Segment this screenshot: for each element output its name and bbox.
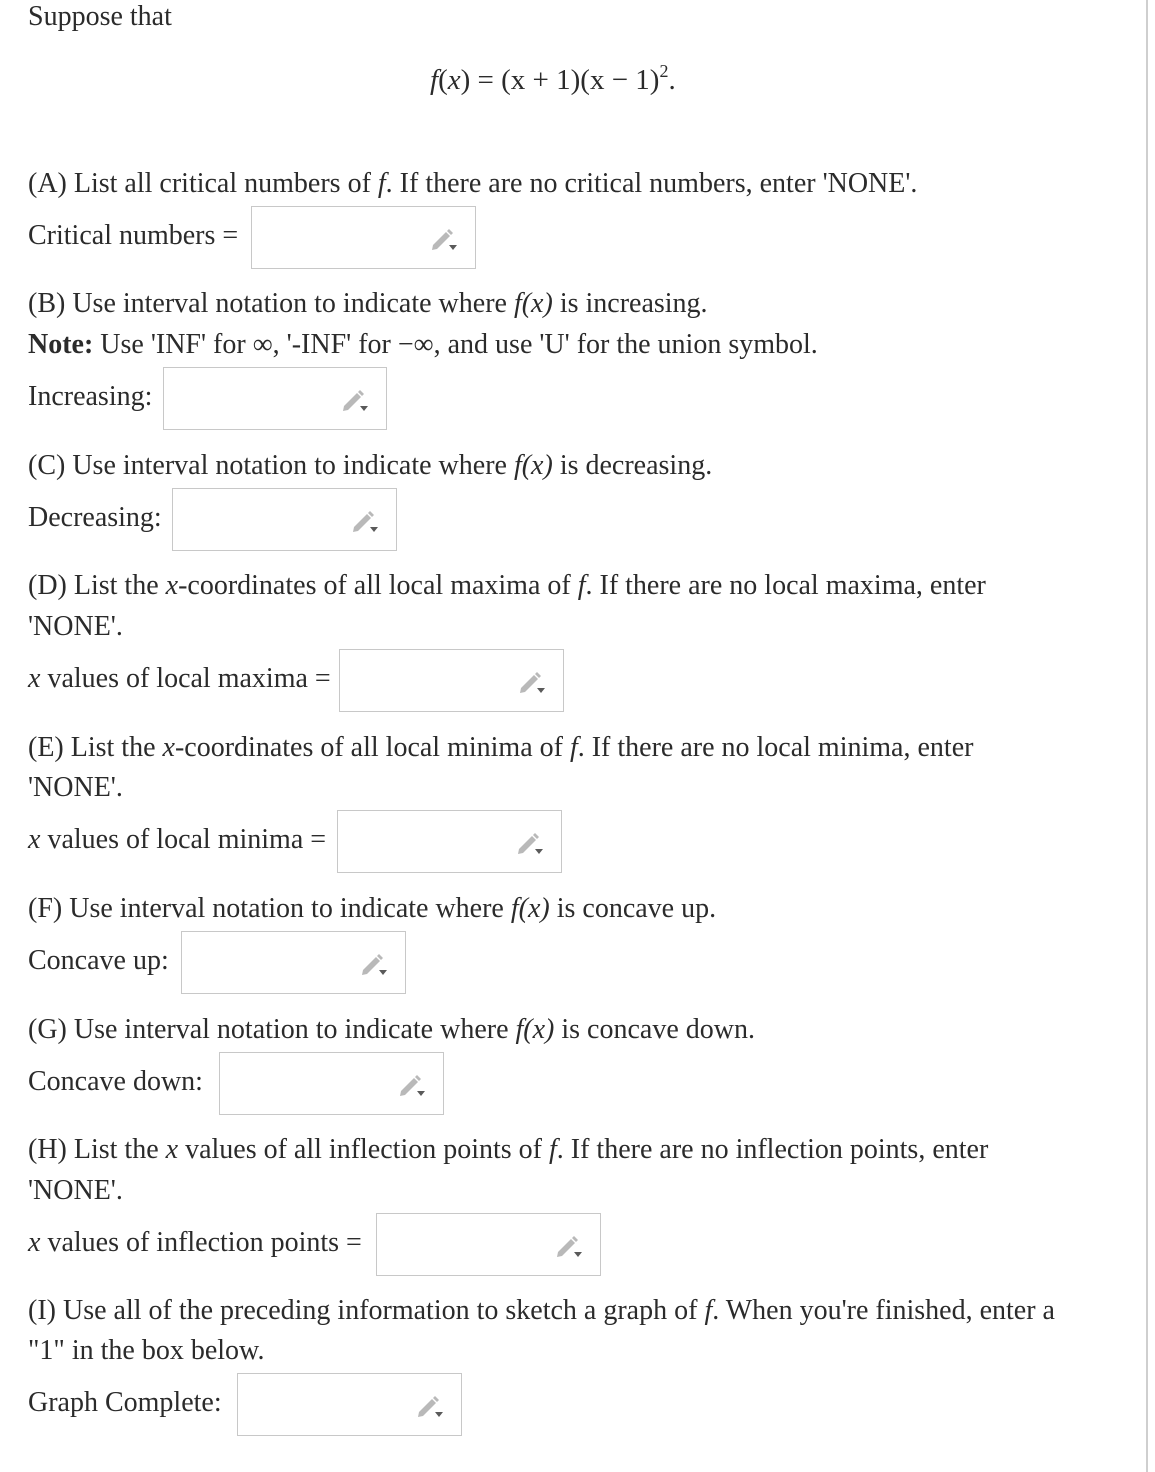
inflection-points-label-x: x (28, 1227, 41, 1258)
part-d-text-2: -coordinates of all local maxima of (178, 570, 578, 601)
part-e-text-1: (E) List the (28, 732, 163, 763)
pencil-icon[interactable] (359, 951, 389, 977)
graph-complete-label-text: Graph Complete: (28, 1387, 222, 1418)
part-i-text-2: . When you're finished, enter a (712, 1295, 1055, 1326)
part-c-fx: f(x) (513, 450, 553, 481)
part-b-fx: f(x) (513, 288, 553, 319)
pencil-icon[interactable] (517, 669, 547, 695)
part-h-x: x (165, 1134, 179, 1165)
part-e-x: x (162, 732, 175, 763)
formula-f: f (430, 64, 439, 96)
decreasing-answer-box[interactable] (172, 488, 397, 551)
part-i-question (28, 1294, 1055, 1328)
part-d-text-4: 'NONE'. (28, 611, 123, 642)
note-bold: Note: (28, 329, 94, 360)
part-d-f: f (577, 570, 586, 601)
part-f-question (28, 892, 716, 926)
concave-up-answer-box[interactable] (181, 931, 406, 994)
critical-numbers-label-text: Critical numbers = (28, 220, 239, 251)
part-g-question (28, 1013, 755, 1047)
part-e-text-3: . If there are no local minima, enter (577, 732, 974, 763)
part-i-text-3: "1" in the box below. (28, 1335, 265, 1366)
formula-rhs: (x + 1)(x − 1) (501, 64, 660, 96)
inflection-points-label (28, 1226, 362, 1260)
part-b-note (28, 328, 818, 362)
part-h-f: f (549, 1134, 557, 1165)
part-g-fx: f(x) (515, 1014, 555, 1045)
part-c-text-1: (C) Use interval notation to indicate where (28, 450, 514, 481)
increasing-label (28, 380, 152, 414)
part-e-question (28, 731, 973, 765)
part-i-text-1: (I) Use all of the preceding information to sketch a graph of (28, 1295, 705, 1326)
pencil-icon[interactable] (515, 830, 545, 856)
part-h-question-line2 (28, 1174, 123, 1208)
part-d-text-1: (D) List the (28, 570, 166, 601)
local-maxima-label (28, 662, 331, 696)
part-f-text-2: is concave up. (549, 893, 717, 924)
part-h-text-4: 'NONE'. (28, 1175, 123, 1206)
part-e-text-4: 'NONE'. (28, 772, 123, 803)
concave-down-label (28, 1065, 203, 1099)
local-maxima-label-x: x (28, 663, 41, 694)
part-c-text-2: is decreasing. (552, 450, 713, 481)
part-e-question-line2 (28, 771, 123, 805)
part-d-question-line2 (28, 610, 123, 644)
pencil-icon[interactable] (429, 226, 459, 252)
part-d-question (28, 569, 986, 603)
part-c-question (28, 449, 712, 483)
formula-var: x (447, 64, 461, 96)
part-d-x: x (165, 570, 179, 601)
part-f-text-1: (F) Use interval notation to indicate where (28, 893, 511, 924)
local-minima-answer-box[interactable] (337, 810, 562, 873)
increasing-answer-box[interactable] (163, 367, 387, 430)
concave-down-label-text: Concave down: (28, 1066, 203, 1097)
intro-text (28, 0, 172, 34)
part-e-f: f (569, 732, 578, 763)
local-minima-label-x: x (28, 824, 41, 855)
part-f-fx: f(x) (510, 893, 550, 924)
inflection-points-label-text: values of inflection points = (40, 1227, 362, 1258)
local-minima-label (28, 823, 326, 857)
graph-complete-answer-box[interactable] (237, 1373, 462, 1436)
formula-exponent: 2 (659, 61, 669, 81)
part-g-text-2: is concave down. (554, 1014, 755, 1045)
part-h-text-1: (H) List the (28, 1134, 166, 1165)
pencil-icon[interactable] (340, 387, 370, 413)
inflection-points-answer-box[interactable] (376, 1213, 601, 1276)
concave-up-label-text: Concave up: (28, 945, 169, 976)
graph-complete-label (28, 1386, 222, 1420)
note-text-2: , '-INF' for (272, 329, 398, 360)
part-i-question-line2 (28, 1334, 264, 1368)
note-text-1: Use 'INF' for (93, 329, 253, 360)
local-maxima-label-text: values of local maxima = (40, 663, 331, 694)
concave-down-answer-box[interactable] (219, 1052, 444, 1115)
part-b-question (28, 287, 708, 321)
decreasing-label-text: Decreasing: (28, 502, 162, 533)
formula-period: . (668, 64, 676, 96)
local-maxima-answer-box[interactable] (339, 649, 564, 712)
part-h-text-2: values of all inflection points of (178, 1134, 549, 1165)
function-formula: $f(x) = (x + 1)(x - 1)^2$. (430, 61, 676, 96)
part-h-text-3: . If there are no inflection points, enter (556, 1134, 989, 1165)
part-e-text-2: -coordinates of all local minima of (174, 732, 570, 763)
part-d-text-3: . If there are no local maxima, enter (585, 570, 986, 601)
concave-up-label (28, 944, 169, 978)
part-h-question (28, 1133, 988, 1167)
part-a-f: f (377, 168, 386, 199)
part-i-f: f (704, 1295, 713, 1326)
critical-numbers-answer-box[interactable] (251, 206, 476, 269)
pencil-icon[interactable] (554, 1233, 584, 1259)
part-a-question (28, 167, 917, 201)
part-b-text-2: is increasing. (552, 288, 708, 319)
note-text-3: , and use 'U' for the union symbol. (433, 329, 818, 360)
part-a-text-2: . If there are no critical numbers, enter 'NONE'. (385, 168, 918, 199)
note-neg-inf: −∞ (397, 329, 434, 360)
pencil-icon[interactable] (415, 1393, 445, 1419)
decreasing-label (28, 501, 162, 535)
page-right-border (1146, 0, 1148, 1472)
pencil-icon[interactable] (397, 1072, 427, 1098)
local-minima-label-text: values of local minima = (40, 824, 327, 855)
critical-numbers-label (28, 219, 238, 253)
pencil-icon[interactable] (350, 508, 380, 534)
note-inf: ∞ (252, 329, 273, 360)
intro-label: Suppose that (28, 1, 172, 32)
increasing-label-text: Increasing: (28, 381, 153, 412)
part-a-text-1: (A) List all critical numbers of (28, 168, 378, 199)
part-b-text-1: (B) Use interval notation to indicate where (28, 288, 514, 319)
part-g-text-1: (G) Use interval notation to indicate where (28, 1014, 516, 1045)
